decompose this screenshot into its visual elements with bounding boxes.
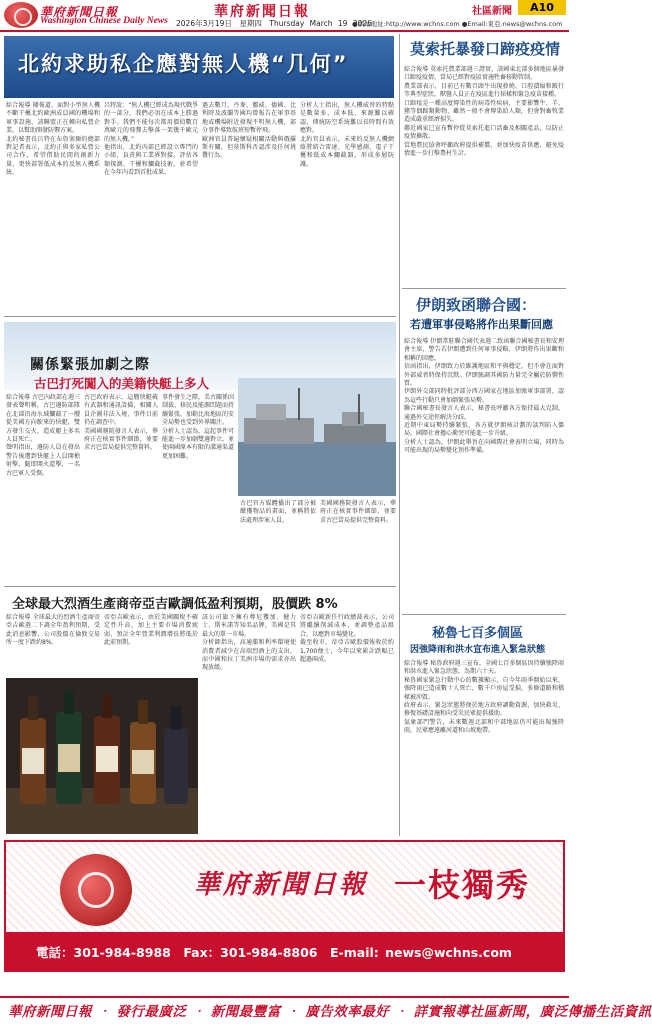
article-paragraph: 過去數月，丹麥、挪威、德國、比利時及波蘭等國均曾報告在軍事基地或機場附近發現不明無人機，部分事件導致航班短暫停飛。 xyxy=(202,102,296,135)
article-paragraph: 聲明指出，邊防人員在發出警告後遭到快艇上人員開槍射擊，隨即開火還擊，一名古巴軍人受傷。 xyxy=(6,444,80,477)
paper-name-en: Washington Chinese Daily News xyxy=(40,16,168,26)
article-column xyxy=(404,66,564,286)
headline-banner xyxy=(4,36,394,98)
article-paragraph: 政府表示，緊急狀態將便於地方政府調動資源，加快救災、修復基礎設施和向受災民眾提供援助。 xyxy=(404,702,564,718)
masthead xyxy=(0,0,569,30)
article-paragraph: 綜合報導 莫索托農業部週三證實，該國東北部多個地區暴發口蹄疫疫情，當局已經對疫區實施牲畜移動管制。 xyxy=(404,66,564,82)
article-column xyxy=(240,500,316,580)
ad-paper-name: 華府新聞日報 xyxy=(194,870,369,900)
article-paragraph: 美國國務院發言人表示，華府正在核實事件細節，並要求古巴當局提供完整資料。 xyxy=(320,500,396,524)
section-label: 社區新聞 xyxy=(472,6,512,17)
advertisement[interactable] xyxy=(4,840,565,972)
article-paragraph: 古巴官方媒體播出了部分被繳獲物品的畫面，並稱將依法處理涉案人員。 xyxy=(240,500,316,524)
subheadline-iran: 若遭軍事侵略將作出果斷回應 xyxy=(410,318,553,331)
contact-line: ●網站地址:http://www.wchns.com ●Email:東亞.news@wchns.com xyxy=(352,20,563,28)
article-paragraph: 伊朗外交部同時批評部分西方國家在地區加強軍事部署，認為這些行動只會加劇緊張局勢。 xyxy=(404,388,564,404)
article-column xyxy=(6,394,80,580)
subheadline-cuba: 古巴打死闖入的美籍快艇上多人 xyxy=(34,376,210,391)
section-divider xyxy=(4,586,396,587)
ad-contacts: 電話：301-984-8988 Fax：301-984-8806 E-mail: news@wchns.com xyxy=(36,945,512,960)
article-paragraph: 事件發生之際，美古關係因制裁、移民及能源問題而持續緊張，加勒比海地區的安全局勢也受到外界關注。 xyxy=(162,394,235,427)
headline-foot-mouth: 莫索托暴發口蹄疫疫情 xyxy=(410,40,561,58)
article-paragraph: 當地農民協會呼籲政府提供補償，並加快疫苗供應，避免疫情進一步打擊農村生計。 xyxy=(404,141,564,158)
article-column xyxy=(104,614,198,674)
article-paragraph: 分析人士指出，無人機威脅的特點是數量多、成本低、來源難以確認，傳統防空系統難以長時間有效應對。 xyxy=(300,102,394,135)
article-column xyxy=(162,394,234,580)
article-paragraph: 綜合報導 秘魯政府週三宣布，全國七百多個區因持續強降雨和洪水進入緊急狀態，為期六十天。 xyxy=(404,660,564,676)
article-paragraph: 農業部表示，目前已有數百頭牛出現發燒、口腔潰瘍和跛行等典型症狀，獸醫人員正在疫區進行採樣和緊急疫苗接種。 xyxy=(404,82,564,99)
article-column xyxy=(6,614,100,674)
article-paragraph: 北約秘書長呂特在布魯塞爾的總部對記者表示，北約正與多家私營公司合作，希望借助民間的創新力量，更快部署低成本的反無人機系統。 xyxy=(6,135,100,177)
article-paragraph: 分析師指出，高通脹和利率環境使消費者減少在高端烈酒上的支出，而中國和拉丁美洲市場的需求亦出現放緩。 xyxy=(202,639,296,672)
article-paragraph: 信函指出，伊朗致力於維護地區和平與穩定，但不會在面對外部威脅時保持沉默。伊朗強調其國防力量完全屬於防禦性質。 xyxy=(404,363,564,388)
newspaper-seal-icon xyxy=(60,854,132,926)
article-paragraph: 綜合報導 全球最大的烈酒生產商帝亞吉歐週二下調全年盈利預期，受此消息影響，公司股價在倫敦交易所一度下跌約8%。 xyxy=(6,614,100,647)
article-column xyxy=(202,614,296,834)
masthead-divider xyxy=(0,30,569,32)
article-paragraph: 美國國務院發言人表示，華府正在核實事件細節，並要求古巴當局提供完整資料。 xyxy=(84,427,158,452)
article-column xyxy=(300,614,394,834)
dateline: 2026年3月19日 星期四 Thursday March 19 2026 xyxy=(176,19,372,28)
article-paragraph: 氣象部門警告，未來數週北部和中部地區仍可能出現強降雨，民眾應遠離河道和山坡地帶。 xyxy=(404,718,564,735)
article-paragraph: 帝亞吉歐表示，由於美國關稅不確定性升高，加上主要市場消費疲弱，預計全年營業利潤增長將低於此前預期。 xyxy=(104,614,198,647)
page-title: 華府新聞日報 xyxy=(214,4,310,20)
article-paragraph: 該公司旗下擁有尊尼獲加、健力士、斯米諾等知名品牌，美國是其最大的單一市場。 xyxy=(202,614,296,638)
article-paragraph: 呂特說：“無人機已經成為現代戰爭的一部分，我們必須在成本上勝過對手。我們不能每次都用價值數百萬歐元的飛彈去擊落一架幾千歐元的無人機。” xyxy=(104,102,198,143)
article-paragraph: 他指出，北約內部已經設立專門的小組，負責與工業界對接，評估各類探測、干擾和攔截技術，並希望在今年內看到首批成果。 xyxy=(104,144,198,177)
article-paragraph: 帝亞吉歐新任行政總裁表示，公司將繼續削減成本，並調整產品組合，以應對市場變化。 xyxy=(300,614,394,638)
article-column xyxy=(300,102,394,310)
article-paragraph: 北約官員表示，未來的反無人機網絡將結合雷達、光學感測、電子干擾和低成本攔截器，形成多層防護。 xyxy=(300,135,394,168)
headline-diageo: 全球最大烈酒生產商帝亞吉歐調低盈利預期，股價跌 8% xyxy=(12,597,338,612)
article-paragraph: 古巴政府表示，這艘快艇載有武器和通訊設備，相關人員企圖非法入境，事件目前仍在調查中。 xyxy=(84,394,158,427)
headline-iran: 伊朗致函聯合國： xyxy=(416,296,537,314)
article-paragraph: 綜合報導 據報道，面對小型無人機不斷干擾北約歐洲成員國的機場和軍事設施，該聯盟正在轉向私營企業，以幫助開發防禦方案。 xyxy=(6,102,100,135)
article-paragraph: 聯合國秘書長發言人表示，秘書長呼籲各方保持最大克制，通過外交途徑解決分歧。 xyxy=(404,405,564,421)
harbor-photo xyxy=(238,378,396,496)
page-number-badge: A10 xyxy=(518,0,566,15)
column-divider xyxy=(399,34,400,836)
article-paragraph: 綜合報導 古巴內政部在週三發表聲明稱，古巴邊防部隊在北部沿海水域攔截了一艘從美國方向駛來的快艇，雙方發生交火，造成艇上多名人員死亡。 xyxy=(6,394,80,444)
article-paragraph: 歐洲官員普遍懷疑相關活動與俄羅斯有關，但莫斯科否認涉及任何挑釁行為。 xyxy=(202,135,296,160)
article-paragraph: 近期中東局勢持續緊張，各方就伊朗核計劃的談判陷入僵局，國際社會擔心衝突可能進一步升級。 xyxy=(404,422,564,438)
headline-peru: 秘魯七百多個區 xyxy=(432,626,524,641)
section-divider xyxy=(402,614,566,615)
article-column xyxy=(104,102,198,310)
article-column xyxy=(84,394,158,580)
paper-name-cn: 華府新聞日報 xyxy=(40,5,119,19)
article-paragraph: 分析人士認為，伊朗此舉旨在向國際社會表明立場，同時為可能出現的局勢變化預作準備。 xyxy=(404,438,564,455)
article-paragraph: 截至收市，帝亞吉歐股價報收於約1,700便士，今年以來累計跌幅已超過兩成。 xyxy=(300,639,394,664)
newspaper-logo-icon xyxy=(4,2,38,28)
article-column xyxy=(404,338,564,610)
liquor-bottles-photo xyxy=(6,678,198,834)
article-paragraph: 綜合報導 伊朗常駐聯合國代表週二致函聯合國秘書長和安理會主席，警告若伊朗遭到任何軍事侵略，伊朗將作出果斷和相稱的回應。 xyxy=(404,338,564,362)
headline-cuba: 關係緊張加劇之際 xyxy=(30,357,150,373)
article-paragraph: 分析人士認為，這起事件可能進一步加劇雙邊對立，並使兩國原本有限的溝通渠道更加困難。 xyxy=(162,427,235,460)
article-column xyxy=(6,102,100,310)
section-divider xyxy=(4,316,396,317)
article-column xyxy=(404,660,564,834)
article-column xyxy=(320,500,396,580)
article-paragraph: 鄰近國家已宣布暫停從莫索托進口活畜及相關產品，以防止疫情擴散。 xyxy=(404,124,564,141)
article-column xyxy=(202,102,296,310)
article-paragraph: 口蹄疫是一種高度傳染性的病毒性疾病，主要影響牛、羊、豬等偶蹄類動物，雖然一般不會傳染給人類，但會對畜牧業造成嚴重經濟損失。 xyxy=(404,99,564,124)
subheadline-peru: 因強降雨和洪水宣布進入緊急狀態 xyxy=(410,645,546,655)
headline-nato-drones: 北約求助私企應對無人機“几何” xyxy=(18,52,349,76)
section-divider xyxy=(402,288,566,289)
article-paragraph: 秘魯國家緊急行動中心的數據顯示，自今年雨季開始以來，強降雨已造成數十人死亡，數千戶房屋受損，多條道路和橋樑被沖毀。 xyxy=(404,676,564,701)
ad-slogan: 一枝獨秀 xyxy=(394,866,531,904)
footer-slogan: 華府新聞日報 ‧ 發行最廣泛 ‧ 新聞最豐富 ‧ 廣告效率最好 ‧ 詳實報導社區新聞，廣泛傳播生活資訊 xyxy=(8,1004,652,1020)
